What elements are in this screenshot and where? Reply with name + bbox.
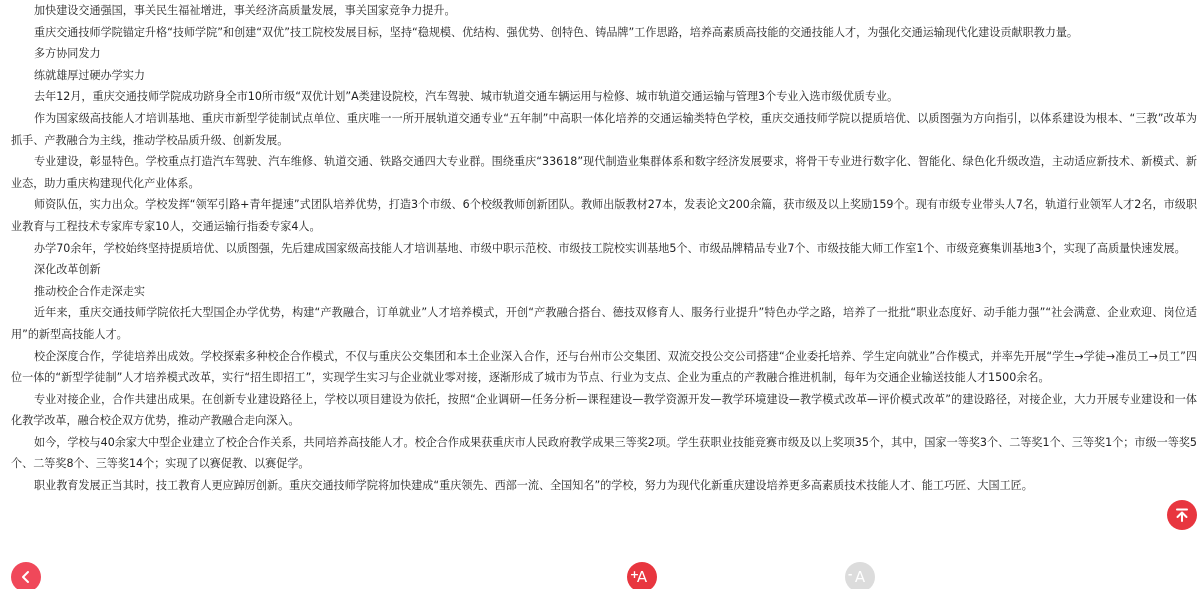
article-paragraph: 重庆交通技师学院锚定升格“技师学院”和创建“双优”技工院校发展目标，坚持“稳规模、优结构、强优势、创特色、铸品牌”工作思路，培养高素质高技能的交通技能人才，为强化交通运输现代化建设贡献职教力量。 — [34, 25, 1079, 39]
article-paragraph: 如今，学校与40余家大中型企业建立了校企合作关系，共同培养高技能人才。校企合作成果获重庆市人民政府教学成果三等奖2项。学生获职业技能竞赛市级及以上奖项35个，其中，国家一等奖3个、二等奖1个、三等奖1个；市级一等奖5个、二等奖8个、三等奖14个；实现了以赛促教、以赛促学。 — [11, 435, 1197, 471]
article-section-subheading: 练就雄厚过硬办学实力 — [34, 68, 145, 82]
article-paragraph: 作为国家级高技能人才培训基地、重庆市新型学徒制试点单位、重庆唯一一所开展轨道交通专业“五年制”中高职一体化培养的交通运输类特色学校，重庆交通技师学院以提质培优、以质图强为方向指引，以体系建设为根本、“三教”改革为抓手、产教融合为主线，推动学校品质升级、创新发展。 — [11, 111, 1197, 147]
font-increase-icon — [629, 567, 648, 586]
article-section-heading: 深化改革创新 — [34, 263, 101, 277]
article-paragraph: 去年12月，重庆交通技师学院成功跻身全市10所市级“双优计划”A类建设院校，汽车驾驶、城市轨道交通车辆运用与检修、城市轨道交通运输与管理3个专业入选市级优质专业。 — [34, 90, 899, 104]
font-increase-letter: A — [636, 567, 648, 586]
font-decrease-button[interactable] — [845, 562, 875, 589]
article-section-heading: 多方协同发力 — [34, 47, 101, 61]
article-paragraph: 办学70余年，学校始终坚持提质培优、以质图强，先后建成国家级高技能人才培训基地、市级中职示范校、市级技工院校实训基地5个、市级品牌精品专业7个、市级技能大师工作室1个、市级竞赛集训基地3个，实现了高质量快速发展。 — [34, 241, 1186, 255]
article-section-subheading: 推动校企合作走深走实 — [34, 284, 145, 298]
font-increase-button[interactable] — [627, 562, 657, 589]
font-increase-sign: + — [629, 567, 640, 581]
article-paragraph: 职业教育发展正当其时，技工教育人更应踔厉创新。重庆交通技师学院将加快建成“重庆领先、西部一流、全国知名”的学校，努力为现代化新重庆建设培养更多高素质技术技能人才、能工巧匠、大国工匠。 — [34, 479, 1033, 493]
font-decrease-icon — [847, 567, 866, 586]
font-decrease-sign: - — [847, 567, 853, 581]
article-paragraph: 师资队伍，实力出众。学校发挥“领军引路+青年提速”式团队培养优势，打造3个市级、6个校级教师创新团队。教师出版教材27本，发表论文200余篇，获市级及以上奖励159个。现有市级专业带头人7名，轨道行业领军人才2名，市级职业教育与工程技术专家库专家10人，交通运输行指委专家4人。 — [11, 198, 1197, 233]
article-body — [11, 0, 1197, 497]
back-to-top-button[interactable] — [1167, 500, 1197, 530]
article-paragraph: 专业建设，彰显特色。学校重点打造汽车驾驶、汽车维修、轨道交通、铁路交通四大专业群。围绕重庆“33618”现代制造业集群体系和数字经济发展要求，将骨干专业进行数字化、智能化、绿色化升级改造，主动适应新技术、新模式、新业态，助力重庆构建现代化产业体系。 — [11, 155, 1197, 190]
article-paragraph: 校企深度合作，学徒培养出成效。学校探索多种校企合作模式，不仅与重庆公交集团和本土企业深入合作，还与台州市公交集团、双流交投公交公司搭建“企业委托培养、学生定向就业”合作模式，并率先开展“学生→学徒→准员工→员工”四位一体的“新型学徒制”人才培养模式改革，实行“招生即招工”，实现学生实习与企业就业零对接，逐渐形成了城市为节点、行业为支点、企业为重点的产教融合推进机制，每年为交通企业输送技能人才1500余名。 — [11, 349, 1197, 385]
article-paragraph: 专业对接企业，合作共建出成果。在创新专业建设路径上，学校以项目建设为依托，按照“企业调研—任务分析—课程建设—教学资源开发—教学环境建设—教学模式改革—评价模式改革”的建设路径，对接企业，大力开展专业建设和一体化教学改革，融合校企双方优势，推动产教融合走向深入。 — [11, 392, 1197, 428]
back-button[interactable] — [11, 562, 41, 589]
article-paragraph: 加快建设交通强国，事关民生福祉增进，事关经济高质量发展，事关国家竞争力提升。 — [34, 4, 456, 17]
arrow-up-to-top-icon — [1174, 507, 1190, 523]
chevron-left-icon — [19, 570, 33, 584]
article-paragraph: 近年来，重庆交通技师学院依托大型国企办学优势，构建“产教融合，订单就业”人才培养模式，开创“产教融合搭台、德技双修育人、服务行业提升”特色办学之路，培养了一批批“职业态度好、动手能力强”“社会满意、企业欢迎、岗位适用”的新型高技能人才。 — [11, 306, 1197, 341]
font-decrease-letter: A — [854, 567, 866, 586]
